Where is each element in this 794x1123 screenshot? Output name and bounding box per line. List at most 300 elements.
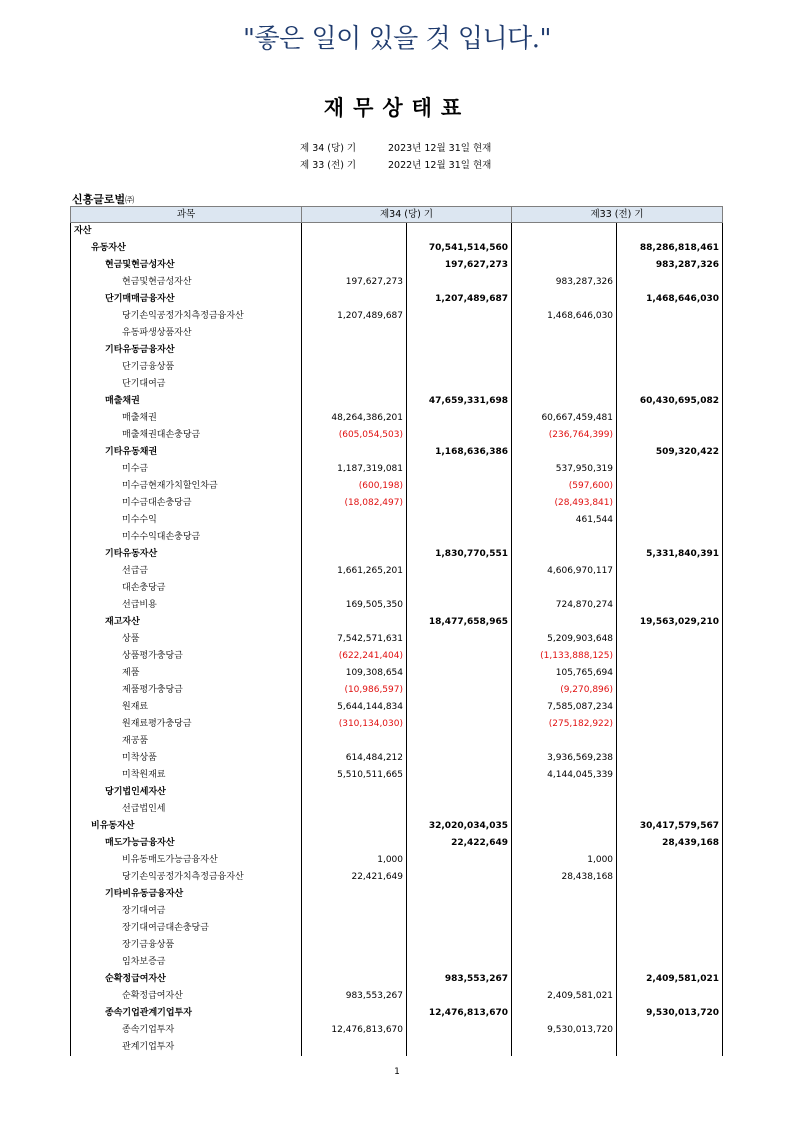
current-total-amount: [407, 495, 512, 512]
previous-total-amount: 30,417,579,567: [617, 818, 723, 835]
current-detail-amount: 983,553,267: [302, 988, 407, 1005]
table-row: [71, 274, 723, 291]
previous-detail-amount: [512, 291, 617, 308]
table-row: [71, 954, 723, 971]
account-name: 미착상품: [71, 750, 302, 767]
account-name: 매출채권대손충당금: [71, 427, 302, 444]
current-total-amount: [407, 529, 512, 546]
account-name: 현금및현금성자산: [71, 257, 302, 274]
account-name: 미수금: [71, 461, 302, 478]
balance-sheet-table: [70, 206, 723, 1056]
account-name: 제품평가충당금: [71, 682, 302, 699]
table-row: [71, 308, 723, 325]
previous-detail-amount: [512, 937, 617, 954]
current-total-amount: [407, 903, 512, 920]
current-total-amount: [407, 665, 512, 682]
account-name: 단기매매금융자산: [71, 291, 302, 308]
current-total-amount: [407, 410, 512, 427]
current-total-amount: [407, 512, 512, 529]
current-total-amount: 22,422,649: [407, 835, 512, 852]
current-detail-amount: 109,308,654: [302, 665, 407, 682]
current-detail-amount: (310,134,030): [302, 716, 407, 733]
previous-total-amount: [617, 478, 723, 495]
previous-total-amount: [617, 223, 723, 241]
previous-detail-amount: 7,585,087,234: [512, 699, 617, 716]
current-detail-amount: 614,484,212: [302, 750, 407, 767]
account-name: 원재료: [71, 699, 302, 716]
account-name: 미착원재료: [71, 767, 302, 784]
table-row: [71, 580, 723, 597]
account-name: 매출채권: [71, 410, 302, 427]
previous-detail-amount: [512, 1039, 617, 1056]
table-row: [71, 223, 723, 241]
current-detail-amount: [302, 903, 407, 920]
previous-detail-amount: 4,606,970,117: [512, 563, 617, 580]
previous-total-amount: [617, 376, 723, 393]
current-total-amount: 47,659,331,698: [407, 393, 512, 410]
table-row: [71, 410, 723, 427]
previous-detail-amount: (275,182,922): [512, 716, 617, 733]
current-detail-amount: [302, 954, 407, 971]
company-name: [72, 191, 134, 207]
account-name: 기타비유동금융자산: [71, 886, 302, 903]
table-row: [71, 801, 723, 818]
previous-detail-amount: (28,493,841): [512, 495, 617, 512]
current-detail-amount: [302, 257, 407, 274]
current-total-amount: [407, 308, 512, 325]
previous-detail-amount: (236,764,399): [512, 427, 617, 444]
previous-detail-amount: 60,667,459,481: [512, 410, 617, 427]
header-account: 과목: [71, 207, 302, 223]
previous-total-amount: 983,287,326: [617, 257, 723, 274]
table-row: [71, 325, 723, 342]
current-total-amount: [407, 648, 512, 665]
previous-detail-amount: [512, 614, 617, 631]
previous-detail-amount: [512, 733, 617, 750]
current-total-amount: [407, 937, 512, 954]
account-name: 순확정급여자산: [71, 988, 302, 1005]
current-total-amount: [407, 733, 512, 750]
previous-total-amount: [617, 1039, 723, 1056]
account-name: 기타유동금융자산: [71, 342, 302, 359]
previous-total-amount: [617, 274, 723, 291]
previous-detail-amount: 2,409,581,021: [512, 988, 617, 1005]
table-row: [71, 835, 723, 852]
current-total-amount: 70,541,514,560: [407, 240, 512, 257]
current-total-amount: [407, 716, 512, 733]
table-row: [71, 427, 723, 444]
previous-total-amount: [617, 886, 723, 903]
previous-total-amount: [617, 665, 723, 682]
current-detail-amount: [302, 512, 407, 529]
account-name: 재고자산: [71, 614, 302, 631]
previous-detail-amount: [512, 784, 617, 801]
previous-total-amount: [617, 461, 723, 478]
current-total-amount: [407, 920, 512, 937]
previous-detail-amount: 724,870,274: [512, 597, 617, 614]
table-row: [71, 665, 723, 682]
previous-total-amount: 509,320,422: [617, 444, 723, 461]
previous-total-amount: [617, 767, 723, 784]
account-name: 선급법인세: [71, 801, 302, 818]
table-row: [71, 512, 723, 529]
table-row: [71, 376, 723, 393]
previous-total-amount: [617, 852, 723, 869]
current-detail-amount: 169,505,350: [302, 597, 407, 614]
previous-total-amount: 60,430,695,082: [617, 393, 723, 410]
account-name: 상품평가충당금: [71, 648, 302, 665]
current-detail-amount: [302, 801, 407, 818]
account-name: 당기법인세자산: [71, 784, 302, 801]
account-name: 기타유동채권: [71, 444, 302, 461]
current-total-amount: [407, 631, 512, 648]
previous-detail-amount: 9,530,013,720: [512, 1022, 617, 1039]
previous-total-amount: 28,439,168: [617, 835, 723, 852]
current-detail-amount: 7,542,571,631: [302, 631, 407, 648]
account-name: 선급금: [71, 563, 302, 580]
current-detail-amount: [302, 886, 407, 903]
account-name: 관계기업투자: [71, 1039, 302, 1056]
current-total-amount: [407, 682, 512, 699]
current-detail-amount: [302, 971, 407, 988]
previous-total-amount: 2,409,581,021: [617, 971, 723, 988]
table-row: [71, 903, 723, 920]
current-detail-amount: [302, 359, 407, 376]
previous-total-amount: 5,331,840,391: [617, 546, 723, 563]
current-total-amount: [407, 886, 512, 903]
table-row: [71, 444, 723, 461]
current-total-amount: [407, 563, 512, 580]
previous-total-amount: [617, 580, 723, 597]
table-row: [71, 648, 723, 665]
current-total-amount: [407, 784, 512, 801]
table-row: [71, 1022, 723, 1039]
previous-total-amount: [617, 716, 723, 733]
table-row: [71, 716, 723, 733]
current-total-amount: [407, 767, 512, 784]
table-row: [71, 699, 723, 716]
account-name: 장기대여금대손충당금: [71, 920, 302, 937]
previous-total-amount: [617, 988, 723, 1005]
page-number: 1: [394, 1067, 400, 1077]
previous-detail-amount: [512, 342, 617, 359]
account-name: 매도가능금융자산: [71, 835, 302, 852]
current-detail-amount: (600,198): [302, 478, 407, 495]
account-name: 비유동자산: [71, 818, 302, 835]
current-total-amount: 1,168,636,386: [407, 444, 512, 461]
account-name: 당기손익공정가치측정금융자산: [71, 869, 302, 886]
account-name: 미수금현재가치할인차금: [71, 478, 302, 495]
table-row: [71, 1039, 723, 1056]
current-total-amount: [407, 274, 512, 291]
previous-total-amount: [617, 682, 723, 699]
period-label: 제 34 (당) 기: [300, 143, 357, 154]
previous-total-amount: [617, 920, 723, 937]
previous-detail-amount: 28,438,168: [512, 869, 617, 886]
current-total-amount: [407, 988, 512, 1005]
previous-detail-amount: [512, 393, 617, 410]
account-name: 재공품: [71, 733, 302, 750]
current-total-amount: [407, 461, 512, 478]
current-detail-amount: [302, 342, 407, 359]
current-detail-amount: [302, 1039, 407, 1056]
header-quote: "좋은 일이 있을 것 입니다.": [243, 24, 551, 54]
current-total-amount: 18,477,658,965: [407, 614, 512, 631]
previous-detail-amount: [512, 886, 617, 903]
current-total-amount: [407, 597, 512, 614]
previous-detail-amount: [512, 376, 617, 393]
header-previous-period: 제33 (전) 기: [512, 207, 723, 223]
previous-total-amount: [617, 699, 723, 716]
table-row: [71, 478, 723, 495]
previous-total-amount: [617, 937, 723, 954]
previous-detail-amount: [512, 580, 617, 597]
table-row: [71, 886, 723, 903]
account-name: 단기금융상품: [71, 359, 302, 376]
account-name: 미수수익대손충당금: [71, 529, 302, 546]
current-detail-amount: [302, 291, 407, 308]
previous-total-amount: [617, 1022, 723, 1039]
current-total-amount: 12,476,813,670: [407, 1005, 512, 1022]
table-row: [71, 546, 723, 563]
table-row: [71, 529, 723, 546]
table-row: [71, 240, 723, 257]
current-detail-amount: [302, 937, 407, 954]
previous-detail-amount: 105,765,694: [512, 665, 617, 682]
current-total-amount: [407, 325, 512, 342]
current-detail-amount: [302, 580, 407, 597]
previous-total-amount: [617, 529, 723, 546]
table-row: [71, 563, 723, 580]
account-name: 비유동매도가능금융자산: [71, 852, 302, 869]
table-row: [71, 461, 723, 478]
previous-total-amount: [617, 631, 723, 648]
period-current: [300, 140, 491, 157]
current-detail-amount: 48,264,386,201: [302, 410, 407, 427]
header-current-period: 제34 (당) 기: [302, 207, 512, 223]
previous-detail-amount: [512, 971, 617, 988]
previous-total-amount: 9,530,013,720: [617, 1005, 723, 1022]
previous-total-amount: [617, 512, 723, 529]
previous-total-amount: [617, 308, 723, 325]
current-total-amount: 1,830,770,551: [407, 546, 512, 563]
account-name: 상품: [71, 631, 302, 648]
account-name: 단기대여금: [71, 376, 302, 393]
current-total-amount: [407, 223, 512, 241]
current-total-amount: [407, 580, 512, 597]
previous-total-amount: [617, 954, 723, 971]
account-name: 매출채권: [71, 393, 302, 410]
document-title: 재무상태표: [323, 96, 471, 120]
previous-total-amount: 88,286,818,461: [617, 240, 723, 257]
previous-detail-amount: [512, 240, 617, 257]
company-name-text: 신흥글로벌: [72, 193, 126, 206]
previous-total-amount: [617, 325, 723, 342]
table-row: [71, 733, 723, 750]
table-row: [71, 597, 723, 614]
account-name: 제품: [71, 665, 302, 682]
previous-total-amount: 19,563,029,210: [617, 614, 723, 631]
previous-detail-amount: 1,000: [512, 852, 617, 869]
account-name: 자산: [71, 223, 302, 241]
current-detail-amount: 22,421,649: [302, 869, 407, 886]
previous-detail-amount: [512, 546, 617, 563]
period-date: 2023년 12월 31일 현재: [388, 143, 492, 154]
account-name: 당기손익공정가치측정금융자산: [71, 308, 302, 325]
table-row: [71, 818, 723, 835]
current-detail-amount: (18,082,497): [302, 495, 407, 512]
previous-detail-amount: [512, 444, 617, 461]
previous-detail-amount: 4,144,045,339: [512, 767, 617, 784]
previous-total-amount: [617, 342, 723, 359]
current-detail-amount: [302, 223, 407, 241]
previous-detail-amount: [512, 835, 617, 852]
previous-detail-amount: 5,209,903,648: [512, 631, 617, 648]
table-row: [71, 750, 723, 767]
table-row: [71, 988, 723, 1005]
current-total-amount: [407, 750, 512, 767]
table-row: [71, 971, 723, 988]
current-detail-amount: [302, 376, 407, 393]
current-total-amount: [407, 852, 512, 869]
previous-detail-amount: [512, 801, 617, 818]
previous-total-amount: 1,468,646,030: [617, 291, 723, 308]
account-name: 임차보증금: [71, 954, 302, 971]
account-name: 미수수익: [71, 512, 302, 529]
current-detail-amount: [302, 920, 407, 937]
current-total-amount: 983,553,267: [407, 971, 512, 988]
account-name: 미수금대손충당금: [71, 495, 302, 512]
account-name: 기타유동자산: [71, 546, 302, 563]
current-total-amount: [407, 376, 512, 393]
current-detail-amount: [302, 240, 407, 257]
table-header-row: [71, 207, 723, 223]
current-detail-amount: [302, 529, 407, 546]
previous-detail-amount: (597,600): [512, 478, 617, 495]
table-row: [71, 869, 723, 886]
current-total-amount: [407, 359, 512, 376]
previous-detail-amount: [512, 325, 617, 342]
previous-detail-amount: [512, 818, 617, 835]
current-total-amount: [407, 801, 512, 818]
previous-total-amount: [617, 427, 723, 444]
previous-detail-amount: (9,270,896): [512, 682, 617, 699]
table-row: [71, 393, 723, 410]
current-detail-amount: [302, 393, 407, 410]
current-detail-amount: 1,207,489,687: [302, 308, 407, 325]
current-detail-amount: 197,627,273: [302, 274, 407, 291]
account-name: 순확정급여자산: [71, 971, 302, 988]
table-row: [71, 257, 723, 274]
current-detail-amount: [302, 444, 407, 461]
period-label: 제 33 (전) 기: [300, 160, 357, 171]
account-name: 유동자산: [71, 240, 302, 257]
previous-total-amount: [617, 801, 723, 818]
current-total-amount: [407, 342, 512, 359]
previous-detail-amount: 1,468,646,030: [512, 308, 617, 325]
table-row: [71, 937, 723, 954]
current-total-amount: [407, 1039, 512, 1056]
current-detail-amount: 5,510,511,665: [302, 767, 407, 784]
current-total-amount: [407, 699, 512, 716]
current-detail-amount: [302, 818, 407, 835]
account-name: 대손충당금: [71, 580, 302, 597]
current-detail-amount: (605,054,503): [302, 427, 407, 444]
current-detail-amount: [302, 733, 407, 750]
table-row: [71, 495, 723, 512]
current-detail-amount: 12,476,813,670: [302, 1022, 407, 1039]
current-total-amount: [407, 869, 512, 886]
current-detail-amount: [302, 325, 407, 342]
account-name: 원재료평가충당금: [71, 716, 302, 733]
previous-detail-amount: [512, 1005, 617, 1022]
table-row: [71, 682, 723, 699]
previous-total-amount: [617, 733, 723, 750]
previous-detail-amount: [512, 223, 617, 241]
current-total-amount: 197,627,273: [407, 257, 512, 274]
table-row: [71, 767, 723, 784]
previous-total-amount: [617, 359, 723, 376]
current-detail-amount: [302, 614, 407, 631]
previous-detail-amount: [512, 954, 617, 971]
account-name: 선급비용: [71, 597, 302, 614]
previous-detail-amount: [512, 359, 617, 376]
previous-total-amount: [617, 495, 723, 512]
current-total-amount: 1,207,489,687: [407, 291, 512, 308]
current-detail-amount: [302, 1005, 407, 1022]
previous-detail-amount: [512, 903, 617, 920]
account-name: 장기대여금: [71, 903, 302, 920]
current-detail-amount: 1,000: [302, 852, 407, 869]
previous-detail-amount: 3,936,569,238: [512, 750, 617, 767]
previous-total-amount: [617, 750, 723, 767]
current-detail-amount: (10,986,597): [302, 682, 407, 699]
current-total-amount: 32,020,034,035: [407, 818, 512, 835]
current-detail-amount: [302, 835, 407, 852]
current-detail-amount: (622,241,404): [302, 648, 407, 665]
account-name: 유동파생상품자산: [71, 325, 302, 342]
current-total-amount: [407, 954, 512, 971]
previous-detail-amount: [512, 920, 617, 937]
current-total-amount: [407, 427, 512, 444]
previous-detail-amount: [512, 529, 617, 546]
current-detail-amount: [302, 784, 407, 801]
table-row: [71, 784, 723, 801]
current-detail-amount: [302, 546, 407, 563]
previous-total-amount: [617, 410, 723, 427]
account-name: 장기금융상품: [71, 937, 302, 954]
table-row: [71, 614, 723, 631]
previous-total-amount: [617, 869, 723, 886]
current-detail-amount: 1,661,265,201: [302, 563, 407, 580]
table-row: [71, 359, 723, 376]
previous-total-amount: [617, 903, 723, 920]
table-row: [71, 291, 723, 308]
period-previous: [300, 157, 491, 174]
table-row: [71, 631, 723, 648]
current-total-amount: [407, 1022, 512, 1039]
table-row: [71, 1005, 723, 1022]
previous-total-amount: [617, 784, 723, 801]
account-name: 종속기업관계기업투자: [71, 1005, 302, 1022]
table-row: [71, 920, 723, 937]
previous-detail-amount: 461,544: [512, 512, 617, 529]
account-name: 현금및현금성자산: [71, 274, 302, 291]
previous-detail-amount: [512, 257, 617, 274]
current-detail-amount: 5,644,144,834: [302, 699, 407, 716]
reporting-periods: [300, 140, 491, 174]
current-total-amount: [407, 478, 512, 495]
